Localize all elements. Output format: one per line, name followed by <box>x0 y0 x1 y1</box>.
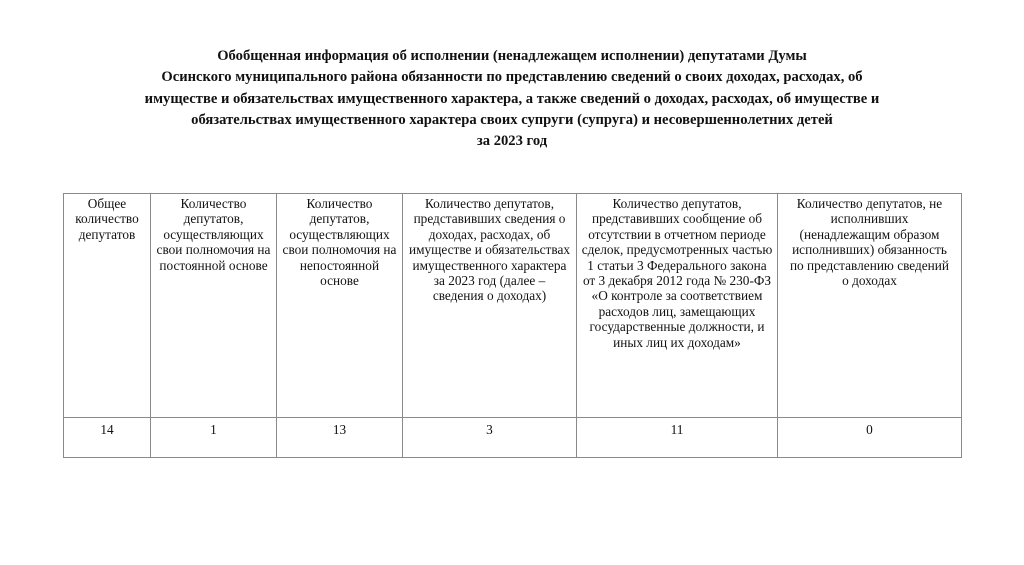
header-submitted-income-info: Количество депутатов, представивших сведения о доходах, расходах, об имуществе и обязательствах имущественного характера за 2023 год (далее – сведения о доходах) <box>403 194 577 418</box>
title-line: Осинского муниципального района обязанности по представлению сведений о своих доходах, расходах, об <box>161 69 863 86</box>
header-total-deputies: Общее количество депутатов <box>64 194 151 418</box>
table-header-row <box>64 194 962 418</box>
title-line: за 2023 год <box>476 133 548 150</box>
title-line: Обобщенная информация об исполнении (ненадлежащем исполнении) депутатами Думы <box>217 48 807 64</box>
value-non-permanent-basis: 13 <box>277 418 403 458</box>
value-submitted-no-transactions: 11 <box>577 418 778 458</box>
header-non-permanent-basis: Количество депутатов, осуществляющих свои полномочия на непостоянной основе <box>277 194 403 418</box>
title-line: имуществе и обязательствах имущественного характера, а также сведений о доходах, расходах, об имуществе и <box>144 90 880 107</box>
deputies-summary-table <box>63 193 962 458</box>
value-not-fulfilled: 0 <box>778 418 962 458</box>
value-total-deputies: 14 <box>64 418 151 458</box>
value-submitted-income-info: 3 <box>403 418 577 458</box>
value-permanent-basis: 1 <box>151 418 277 458</box>
document-title <box>40 46 984 152</box>
header-permanent-basis: Количество депутатов, осуществляющих свои полномочия на постоянной основе <box>151 194 277 418</box>
header-submitted-no-transactions: Количество депутатов, представивших сообщение об отсутствии в отчетном периоде сделок, предусмотренных частью 1 статьи 3 Федерального закона от 3 декабря 2012 года № 230-ФЗ «О контроле за соответствием расходов лиц, замещающих государственные должности, и иных лиц их доходам» <box>577 194 778 418</box>
table-row <box>64 418 962 458</box>
title-line: обязательствах имущественного характера своих супруги (супруга) и несовершеннолетних детей <box>191 111 833 128</box>
header-not-fulfilled: Количество депутатов, не исполнивших (ненадлежащим образом исполнивших) обязанность по представлению сведений о доходах <box>778 194 962 418</box>
